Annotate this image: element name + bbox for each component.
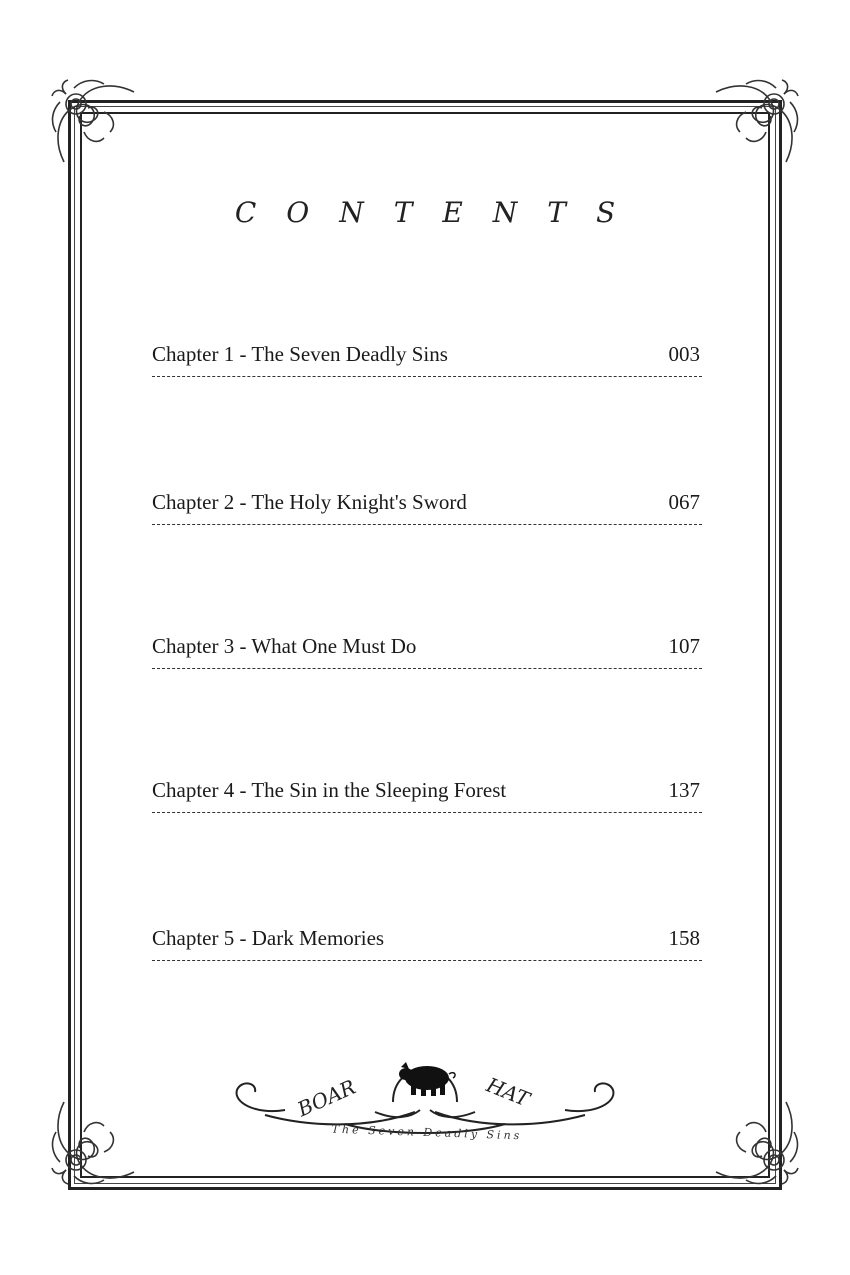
toc-entry-page-number: 158 (668, 926, 700, 950)
boar-hat-logo (225, 1040, 625, 1160)
toc-entry-chapter-2[interactable] (152, 478, 702, 528)
toc-entry-chapter-1[interactable] (152, 330, 702, 380)
toc-entry-page-number: 137 (668, 778, 700, 802)
toc-entry-page-number: 067 (668, 490, 700, 514)
toc-entry-label: Chapter 1 - The Seven Deadly Sins (152, 342, 448, 366)
toc-entry-page-number: 107 (668, 634, 700, 658)
logo-word-left: BOAR (293, 1074, 360, 1122)
page-title: CONTENTS (234, 196, 646, 229)
toc-entry-label: Chapter 3 - What One Must Do (152, 634, 417, 658)
toc-entry-page-number: 003 (668, 342, 700, 366)
dashed-leader-line (152, 960, 702, 961)
dashed-leader-line (152, 812, 702, 813)
toc-entry-chapter-3[interactable] (152, 622, 702, 672)
toc-entry-chapter-5[interactable] (152, 914, 702, 964)
toc-entry-label: Chapter 4 - The Sin in the Sleeping Forest (152, 778, 507, 802)
corner-ornament-bottom-right (706, 1092, 806, 1192)
corner-ornament-top-left (44, 72, 144, 172)
toc-entry-chapter-4[interactable] (152, 766, 702, 816)
dashed-leader-line (152, 376, 702, 377)
toc-entry-label: Chapter 5 - Dark Memories (152, 926, 385, 950)
corner-ornament-top-right (706, 72, 806, 172)
dashed-leader-line (152, 524, 702, 525)
logo-subtitle: The Seven Deadly Sins (331, 1122, 523, 1143)
dashed-leader-line (152, 668, 702, 669)
toc-entry-label: Chapter 2 - The Holy Knight's Sword (152, 490, 467, 514)
logo-word-right: HAT (483, 1072, 534, 1112)
pig-icon (399, 1062, 455, 1096)
corner-ornament-bottom-left (44, 1092, 144, 1192)
